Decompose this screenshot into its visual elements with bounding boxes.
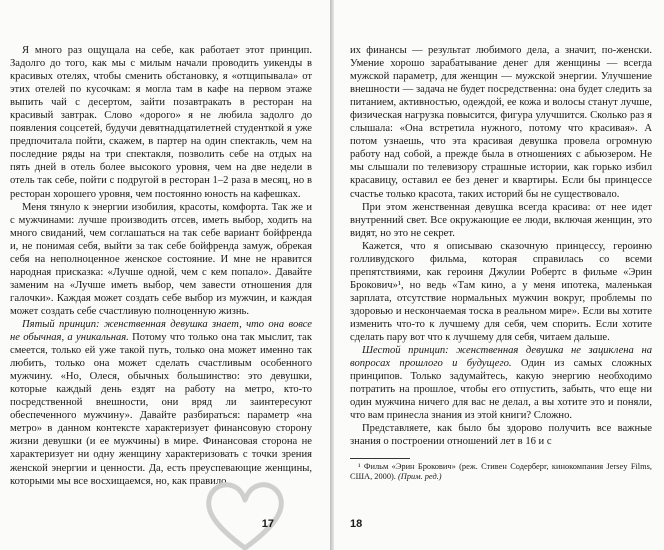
paragraph: Я много раз ощущала на себе, как работает этот принцип. Задолго до того, как мы с милым начали проводить уикенды в красивых отелях, чтобы сменить обстановку, я «отщипывала» от этих отелей по кусочкам: я могла там в кафе на первом этаже выпить чай с десертом, зайти позавтракать в ресторан на красивый завтрак. Слово «дорого» я не любила задолго до появления соцсетей, будучи девятнадцатилетней студенткой я уже предпочитала пойти, скажем, в партер на один спектакль, чем на последние ряды на три спектакля, позволить себе на отдых на пять дней в отель более высокого уровня, чем на две недели в отель так себе, пойти с подругой в ресторан 1–2 раза в месяц, но в ресторан хорошего уровня, чем постоянно юность на кафешках.: [10, 45, 312, 200]
principle-heading: Шестой принцип: женственная девушка не зациклена на вопросах прошлого и будущего.: [350, 345, 652, 370]
paragraph: Представляете, как было бы здорово получить все важные знания о построении отношений лет в 16 и с: [350, 423, 652, 448]
paragraph: Меня тянуло к энергии изобилия, красоты, комфорта. Так же и с мужчинами: лучше производить отсев, иметь выбор, ходить на много свиданий, чем соглашаться на так себе вариант бойфренда и, не понимая себя, выйти за так себе бойфренда замуж, обрекая себя на неполноценное женское состояние. И мне не нравится народная присказка: «Лучше одной, чем с кем попало». Давайте заменим на «Лучше иметь выбор, чем завести отношения для галочки». Каждая может создать себе выбор из мужчин, и каждая может создать себе счастливую полноценную жизнь.: [10, 201, 312, 317]
footnote: [350, 462, 652, 482]
page-number: 17: [261, 518, 274, 530]
principle-heading: Пятый принцип: женственная девушка знает, что она вовсе не обычная, а уникальная.: [10, 318, 312, 344]
paragraph: Кажется, что я описываю сказочную принцессу, героиню голливудского фильма, которая справилась со всеми препятствиями, как героиня Джулии Робертс в фильме «Эрин Брокович»¹, но ведь «Там кино, а у меня ипотека, маленькая зарплата, отсутствие нормальных мужчин вокруг, проблемы по здоровью и нескончаемая тоска в реальном мире». Если вы хотите изменить что-то к лучшему для себя, чем спорить. Если хотите сделать пару вот что к лучшему для себя, читаем дальше.: [350, 240, 652, 344]
paragraph-tail: Один из самых сложных принципов. Только задумайтесь, какую энергию необходимо потратить на прошлое, чтобы его отпустить, забыть, что еще ни один мужчина ничего для вас не делал, а вы хотите это и поняли, что вам принесла знания из этой книги? Сложно.: [350, 358, 653, 422]
left-page: [0, 0, 330, 550]
page-number: 18: [350, 518, 363, 530]
paragraph-tail: Потому что только она так мыслит, так смеется, только ей уже такой путь, только она может именно так любить, только она может сделать счастливым особенного мужчину. «Но, Олеся, обычных большинство: это девушки, которые каждый день ездят на работу на метро, кто-то посредственной внешности, они вряд ли заинтересуют обеспеченного мужчину». Давайте разбираться: параметр «на метро» в данном контексте характеризует финансовую сторону жизни девушки (и ее мужчины) в мире. Финансовая сторона не характеризует ни одну женщину характеризовать с точки зрения женской энергии и ценности. Да, есть преуспевающие женщины, которыми мы все восхищаемся, но, как правило,: [10, 332, 312, 487]
right-page-text: [350, 44, 652, 448]
footnote-text: ¹ Фильм «Эрин Брокович» (реж. Стивен Содерберг, кинокомпания Jersey Films, США, 2000).: [350, 462, 652, 482]
footnote-rule: [350, 458, 410, 459]
paragraph: [350, 344, 652, 422]
paragraph: их финансы — результат любимого дела, а значит, по-женски. Умение хорошо зарабатывание денег для женщины — всегда мужской параметр, для женщин — мужской энергии. Улучшение внешности — задача не будет посредственна: она будет следить за питанием, активностью, одеждой, ее кожа и волосы станут лучше, физическая нагрузка повысится, фигура улучшится. Сколько раз я слышала: «Она встретила нужного, потому что красивая». А потом узнаешь, что эта красивая девушка провела огромную работу над собой, а прежде была в отношениях с абьюзером. Не мы слышали по телевизору страшные истории, как горько избил красавицу, оставил ее без денег и квартиры. Если бы принцессе счастье только красота, таких историй бы не существовало.: [350, 45, 652, 200]
paragraph: При этом женственная девушка всегда красива: от нее идет внутренний свет. Все окружающие ее люди, включая женщин, это видят, но это не секрет.: [350, 201, 652, 239]
right-page: [334, 0, 664, 550]
heart-icon: [205, 482, 285, 550]
footnote-note: (Прим. ред.): [398, 472, 442, 482]
left-page-text: [10, 44, 312, 488]
paragraph: [10, 318, 312, 488]
